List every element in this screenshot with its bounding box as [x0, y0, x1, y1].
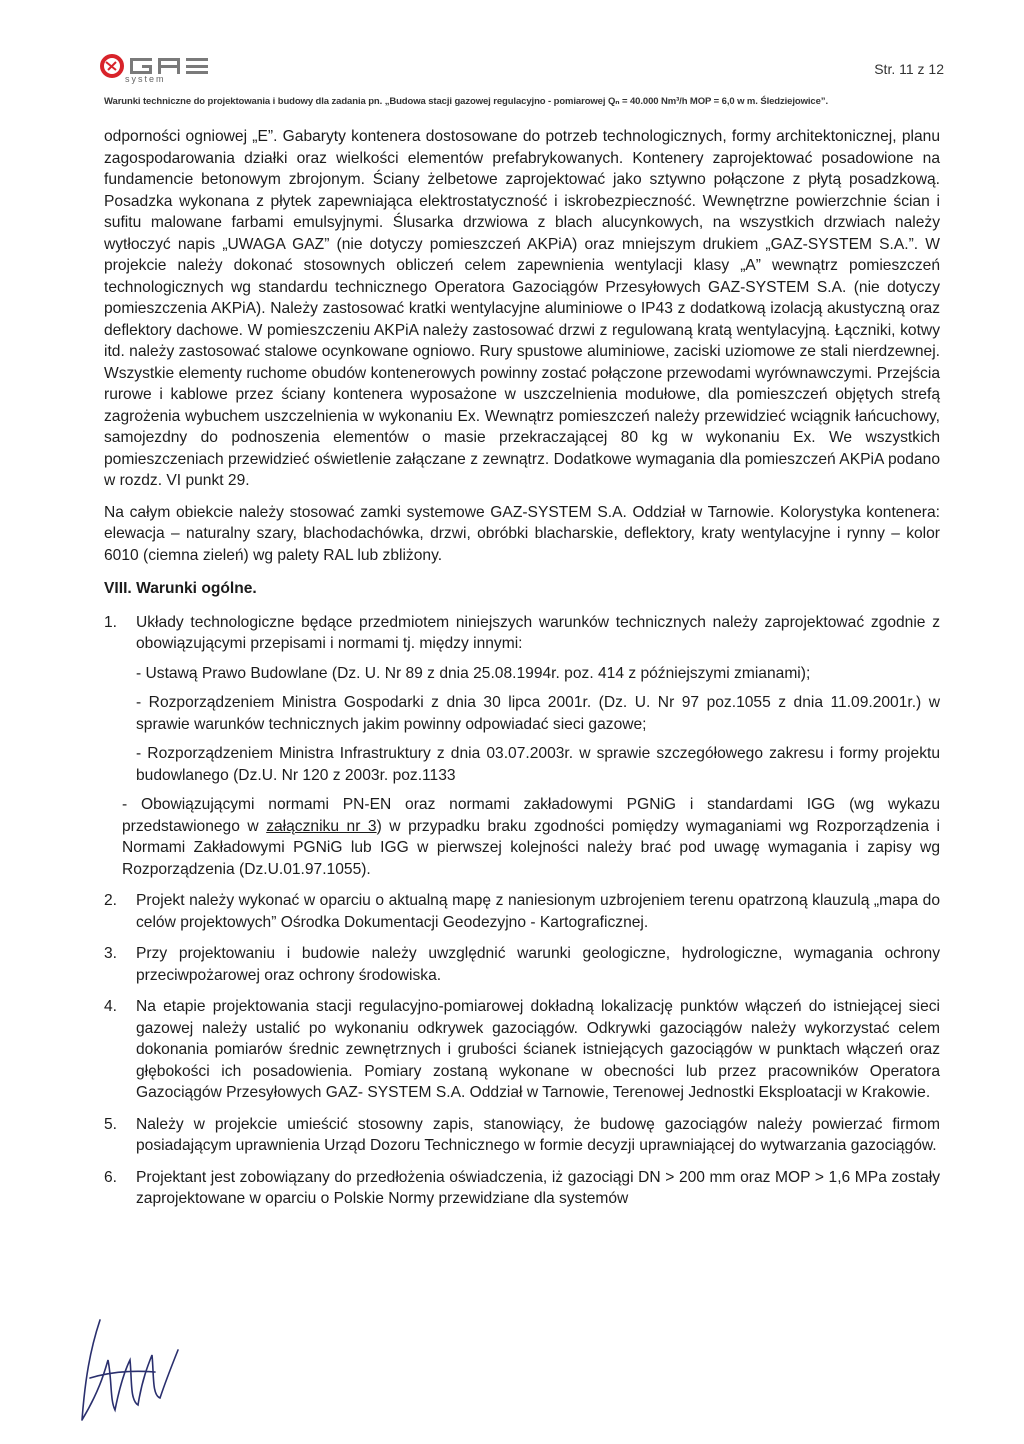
- subitem: - Rozporządzeniem Ministra Gospodarki z dnia 30 lipca 2001r. (Dz. U. Nr 97 poz.1055 z dnia 11.09.2001r.) w sprawie warunków technicznych jakim powinny odpowiadać sieci gazowe;: [136, 694, 940, 733]
- page-number: Str. 11 z 12: [874, 61, 944, 77]
- item-number: 3.: [104, 945, 118, 962]
- gaz-system-logo: [100, 52, 240, 92]
- list-item: [104, 1114, 940, 1157]
- paragraph-locks-colors: Na całym obiekcie należy stosować zamki systemowe GAZ-SYSTEM S.A. Oddział w Tarnowie. Kolorystyka kontenera: elewacja – naturalny szary, blachodachówka, drzwi, obróbki blacharskie, deflektory, kraty wentylacyjne i rynny – kolor 6010 (ciemna zieleń) wg palety RAL lub zbliżony.: [104, 503, 940, 564]
- subitem: - Rozporządzeniem Ministra Infrastruktury z dnia 03.07.2003r. w sprawie szczegółowego zakresu i formy projektu budowlanego (Dz.U. Nr 120 z 2003r. poz.1133: [136, 745, 940, 784]
- list-item: [104, 943, 940, 986]
- item-text: Układy technologiczne będące przedmiotem niniejszych warunków technicznych należy zaprojektować zgodnie z obowiązującymi przepisami i normami tj. między innymi:: [136, 613, 940, 652]
- attachment-reference: załączniku nr 3: [266, 817, 377, 835]
- general-conditions-list: [104, 612, 940, 1210]
- list-item: [104, 890, 940, 933]
- item-text: Należy w projekcie umieścić stosowny zapis, stanowiący, że budowę gazociągów należy powierzać firmom posiadającym uprawnienia Urząd Dozoru Technicznego w formie decyzji uprawniającej do wytwarzania gazociągów.: [136, 1115, 940, 1154]
- item-number: 2.: [104, 892, 118, 909]
- list-item: [104, 612, 940, 787]
- document-body: [104, 126, 940, 1220]
- list-item: [104, 1167, 940, 1210]
- item-number: 6.: [104, 1168, 118, 1186]
- list-item: [104, 996, 940, 1104]
- item-text: Projekt należy wykonać w oparciu o aktualną mapę z naniesionym uzbrojeniem terenu opatrzoną klauzulą „mapa do celów projektowych” Ośrodka Dokumentacji Geodezyjno - Kartograficznej.: [136, 892, 940, 931]
- norms-text-a: - Obowiązującymi normami PN-EN oraz normami zakładowymi PGNiG i standardami IGG (wg wykazu przedstawionego w: [122, 796, 940, 835]
- section-title: VIII. Warunki ogólne.: [104, 580, 257, 597]
- handwritten-signature: [60, 1300, 210, 1430]
- logo-subtitle: system: [125, 74, 166, 84]
- item-text: Na etapie projektowania stacji regulacyjno-pomiarowej dokładną lokalizację punktów włączeń do istniejącej sieci gazowej należy ustalić po wykonaniu odkrywek gazociągów. Odkrywki gazociągów należy wykorzystać celem dokonania pomiarów średnic zewnętrznych i grubości ścianek istniejących gazociągów w punktach włączeń oraz głębokości ich posadowienia. Pomiary zostaną wykonane w obecności lub przez pracowników Operatora Gazociągów Przesyłowych GAZ- SYSTEM S.A. Oddział w Tarnowie, Terenowej Jednostki Eksploatacji w Krakowie.: [136, 998, 940, 1101]
- running-header: Warunki techniczne do projektowania i budowy dla zadania pn. „Budowa stacji gazowej regulacyjno - pomiarowej Qₙ = 40.000 Nm³/h MOP = 6,0 w m. Śledziejowice”.: [104, 96, 828, 107]
- subitem: - Ustawą Prawo Budowlane (Dz. U. Nr 89 z dnia 25.08.1994r. poz. 414 z późniejszymi zmianami);: [136, 664, 811, 682]
- logo-mark-icon: [100, 52, 240, 80]
- item-number: 1.: [104, 613, 118, 631]
- norms-paragraph: [104, 794, 940, 880]
- paragraph-container-spec: odporności ogniowej „E”. Gabaryty kontenera dostosowane do potrzeb technologicznych, formy architektonicznej, planu zagospodarowania działki oraz wielkości elementów prefabrykowanych. Kontenery zaprojektować posadowione na fundamencie betonowym zbrojonym. Ściany żelbetowe zaprojektować jako sztywno połączone z płytą posadzkową. Posadzka wykonana z płytek zapewniająca elektrostatyczność i iskrobezpieczność. Wewnętrzne powierzchnie ścian i sufitu malowane farbami emulsyjnymi. Ślusarka drzwiowa z blach alucynkowych, na wszystkich drzwiach należy wytłoczyć napis „UWAGA GAZ” (nie dotyczy pomieszczeń AKPiA) oraz mniejszym drukiem „GAZ-SYSTEM S.A.”. W projekcie należy dokonać stosownych obliczeń celem zapewnienia wentylacji klasy „A” wewnątrz pomieszczeń technologicznych wg standardu technicznego Operatora Gazociągów Przesyłowych GAZ-SYSTEM S.A. (nie dotyczy pomieszczenia AKPiA). Należy zastosować kratki wentylacyjne aluminiowe o IP43 z dodatkową izolacją akustyczną oraz deflektory dachowe. W pomieszczeniu AKPiA należy zastosować drzwi z regulowaną kratą wentylacyjną. Łączniki, kotwy itd. należy zastosować stalowe ocynkowane ogniowo. Rury spustowe aluminiowe, zaciski uziomowe ze stali nierdzewnej. Wszystkie elementy ruchome obudów kontenerowych powinny zostać połączone przewodami wyrównawczymi. Przejścia rurowe i kablowe przez ściany kontenera wyposażone w uszczelnienia modułowe, dla pomieszczeń objętych strefą zagrożenia wybuchem uszczelnienia w wykonaniu Ex. Wewnątrz pomieszczeń należy przewidzieć wciągnik łańcuchowy, samojezdny do podnoszenia elementów o masie przekraczającej 80 kg w wykonaniu Ex. We wszystkich pomieszczeniach przewidzieć oświetlenie załączane z zewnątrz. Dodatkowe wymagania dla pomieszczeń AKPiA podano w rozdz. VI punkt 29.: [104, 128, 940, 489]
- norms-text-b: ) w przypadku braku zgodności pomiędzy wymaganiami wg Rozporządzenia i Normami Zakładowymi PGNiG lub IGG w pierwszej kolejności należy brać pod uwagę wymagania i zapisy wg Rozporządzenia (Dz.U.01.97.1055).: [122, 817, 940, 878]
- item-text: Przy projektowaniu i budowie należy uwzględnić warunki geologiczne, hydrologiczne, wymagania ochrony przeciwpożarowej oraz ochrony środowiska.: [136, 945, 940, 984]
- item-number: 5.: [104, 1115, 118, 1133]
- item-number: 4.: [104, 998, 118, 1015]
- item-text: Projektant jest zobowiązany do przedłożenia oświadczenia, iż gazociągi DN > 200 mm oraz MOP > 1,6 MPa zostały zaprojektowane w oparciu o Polskie Normy przewidziane dla systemów: [136, 1168, 940, 1207]
